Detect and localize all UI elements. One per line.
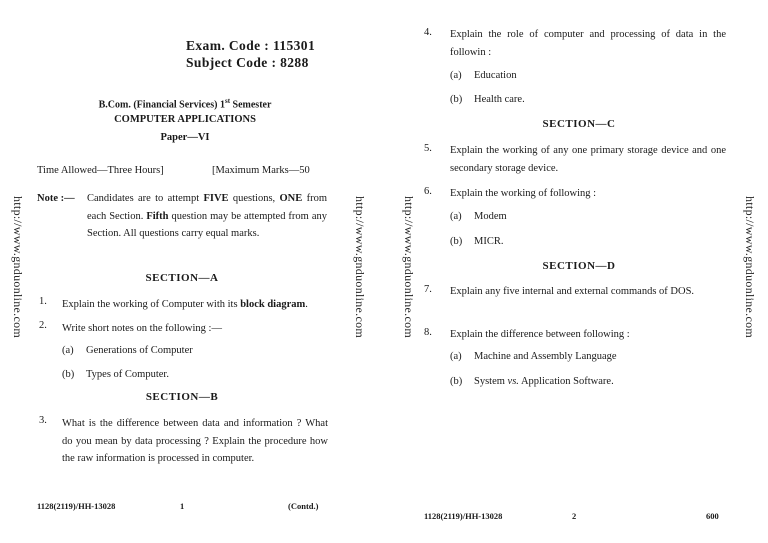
q6-option-b-label: (b) bbox=[450, 236, 463, 247]
q4-option-b-label: (b) bbox=[450, 94, 463, 105]
q2-option-b: Types of Computer. bbox=[86, 369, 169, 380]
right-page bbox=[384, 0, 768, 543]
watermark-right-edge: http://www.gnduonline.com bbox=[743, 196, 757, 339]
q4-option-b: Health care. bbox=[474, 94, 525, 105]
section-c-heading: SECTION—C bbox=[542, 118, 616, 130]
q4-number: 4. bbox=[424, 27, 432, 38]
time-allowed: Time Allowed—Three Hours] bbox=[37, 165, 164, 176]
subject-code: Subject Code : 8288 bbox=[186, 55, 309, 70]
section-a-heading: SECTION—A bbox=[145, 272, 219, 284]
watermark-left-edge: http://www.gnduonline.com bbox=[11, 196, 25, 339]
q2-number: 2. bbox=[39, 320, 47, 331]
watermark-left-center: http://www.gnduonline.com bbox=[353, 196, 367, 339]
q8-option-a: Machine and Assembly Language bbox=[474, 351, 617, 362]
q5-text: Explain the working of any one primary storage device and one secondary storage device. bbox=[450, 145, 726, 174]
q7-number: 7. bbox=[424, 284, 432, 295]
q3-number: 3. bbox=[39, 415, 47, 426]
q2-text: Write short notes on the following :— bbox=[62, 323, 222, 334]
note-text: Candidates are to attempt FIVE questions, ONE from each Section. Fifth question may be attempted from any Section. All questions carry equal marks. bbox=[87, 193, 327, 239]
q8-option-b: System vs. Application Software. bbox=[474, 376, 614, 387]
footer-copy-count: 600 bbox=[706, 511, 719, 521]
q1-number: 1. bbox=[39, 296, 47, 307]
q6-option-a-label: (a) bbox=[450, 211, 462, 222]
note-label: Note :— bbox=[37, 193, 75, 204]
q4-option-a-label: (a) bbox=[450, 70, 462, 81]
course-line: B.Com. (Financial Services) 1st Semester bbox=[98, 97, 272, 111]
exam-code: Exam. Code : 115301 bbox=[186, 38, 316, 53]
q5-number: 5. bbox=[424, 143, 432, 154]
course-title: COMPUTER APPLICATIONS bbox=[114, 114, 256, 125]
q1-text: Explain the working of Computer with its block diagram. bbox=[62, 299, 308, 310]
paper-number: Paper—VI bbox=[160, 132, 210, 143]
section-b-heading: SECTION—B bbox=[145, 391, 219, 403]
q8-option-b-label: (b) bbox=[450, 376, 463, 387]
q6-text: Explain the working of following : bbox=[450, 188, 597, 199]
q2-option-a: Generations of Computer bbox=[86, 345, 193, 356]
q2-option-a-label: (a) bbox=[62, 345, 74, 356]
q6-option-b: MICR. bbox=[474, 236, 504, 247]
q6-option-a: Modem bbox=[474, 211, 507, 222]
q8-number: 8. bbox=[424, 327, 432, 338]
q8-text: Explain the difference between following : bbox=[450, 329, 630, 340]
section-d-heading: SECTION—D bbox=[542, 260, 616, 272]
watermark-right-center: http://www.gnduonline.com bbox=[402, 196, 416, 339]
q6-number: 6. bbox=[424, 186, 432, 197]
footer-code-right: 1128(2119)/HH-13028 bbox=[424, 511, 503, 521]
footer-code-left: 1128(2119)/HH-13028 bbox=[37, 501, 116, 511]
maximum-marks: [Maximum Marks—50 bbox=[212, 165, 310, 176]
q3-text: What is the difference between data and information ? What do you mean by data processing ? Explain the procedure how the raw information is processed in computer. bbox=[62, 418, 328, 464]
q7-text: Explain any five internal and external commands of DOS. bbox=[450, 286, 695, 297]
q8-option-a-label: (a) bbox=[450, 351, 462, 362]
footer-page-number-left: 1 bbox=[180, 501, 185, 511]
q4-text: Explain the role of computer and processing of data in the followin : bbox=[450, 29, 726, 58]
q2-option-b-label: (b) bbox=[62, 369, 75, 380]
footer-contd: (Contd.) bbox=[288, 501, 319, 511]
footer-page-number-right: 2 bbox=[572, 511, 577, 521]
q4-option-a: Education bbox=[474, 70, 517, 81]
